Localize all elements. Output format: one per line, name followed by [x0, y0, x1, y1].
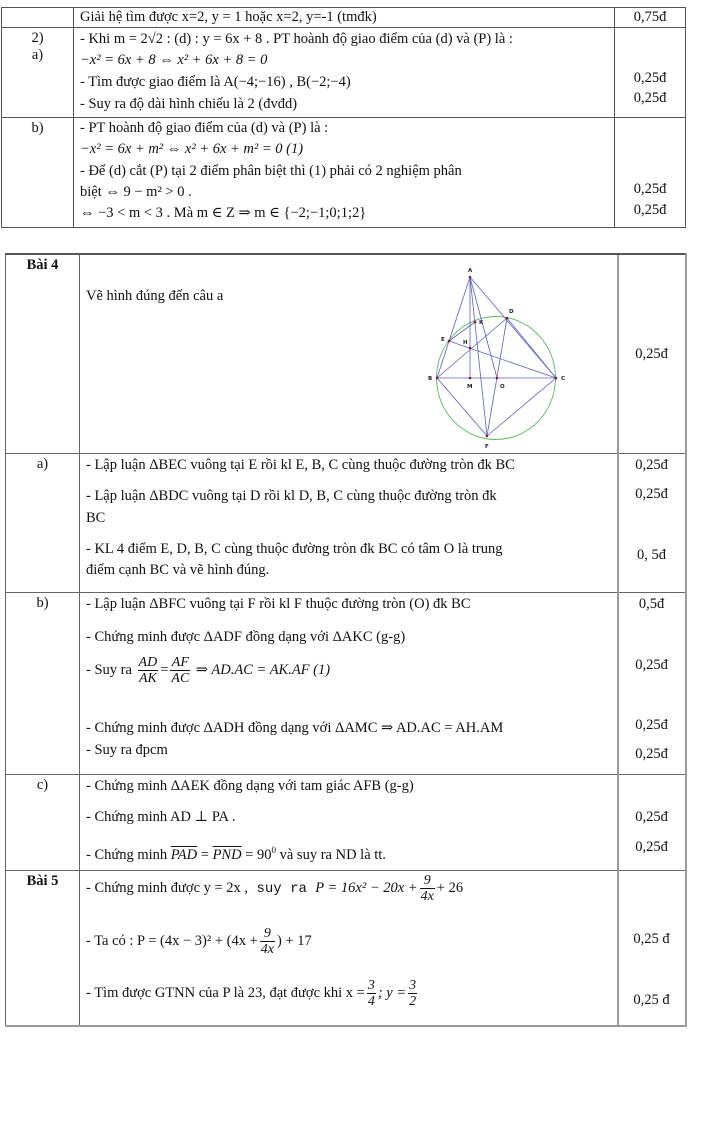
points-value: 0,25đ [633, 90, 667, 106]
row-label-line: a) [31, 47, 44, 63]
points-value: 0,25đ [633, 202, 667, 218]
text: - Chứng minh được y = 2x , [86, 879, 249, 896]
solution-line: - Lập luận ΔBDC vuông tại D rồi kl D, B, C cùng thuộc đường tròn đk [86, 487, 497, 504]
solution-line: - Tìm được giao điểm là A(−4;−16) , B(−2;−4) [80, 74, 351, 90]
problem-label: Bài 4 [6, 254, 80, 453]
text: + 26 [436, 879, 464, 896]
point-label-c: C [561, 376, 566, 382]
solution-line: - Suy ra $\frac{AD}{AK}$ = $\frac{AF}{AC}$ ⇒ AD.AC = AK.AF (1) [86, 654, 331, 686]
row-label: a) [6, 453, 80, 592]
denominator: 4x [420, 888, 434, 904]
denominator: 2 [409, 993, 417, 1009]
solution-line: - PT hoành độ giao điểm của (d) và (P) là : [80, 120, 329, 136]
points-value: 0,25đ [635, 716, 668, 733]
segment-dc [507, 318, 556, 378]
row-label: b) [2, 118, 74, 228]
row-label: b) [6, 592, 80, 774]
points-value: 0,75đ [633, 9, 667, 25]
equation: ⇒ AD.AC = AK.AF (1) [195, 661, 331, 678]
point-e [448, 340, 451, 343]
segment-bd [437, 318, 507, 378]
numerator: 9 [420, 873, 435, 889]
points-value: 0,25đ [633, 70, 667, 86]
solution-line: - Khi m = 2√2 : (d) : y = 6x + 8 . PT hoành độ giao điểm của (d) và (P) là : [80, 31, 513, 47]
points-value: 0,25đ [635, 456, 668, 473]
points-value: 0,25đ [635, 838, 668, 855]
numerator: AF [171, 654, 189, 670]
solution-line: - Chứng minh AD ⊥ PA . [86, 808, 236, 825]
solution-line: - Chứng minh được ΔADH đồng dạng với ΔAMC ⇒ AD.AC = AH.AM [86, 719, 504, 736]
denominator: AC [171, 670, 190, 686]
point-b [436, 377, 439, 380]
points-value: 0,25đ [635, 656, 668, 673]
point-label-a: A [468, 268, 473, 274]
points-value: 0,5đ [638, 595, 665, 612]
solution-line: - Chứng minh $\overline{PAD} = \overline{PND} = 90^0$ và suy ra ND là tt. [86, 844, 386, 863]
solution-line: - Lập luận ΔBFC vuông tại F rồi kl F thuộc đường tròn (O) đk BC [86, 595, 471, 612]
segment-af [470, 277, 487, 436]
segment-ab [437, 277, 470, 378]
numerator: 9 [260, 926, 275, 942]
denominator: AK [138, 670, 157, 686]
solution-line: - Lập luận ΔBEC vuông tại E rồi kl E, B, C cùng thuộc đường tròn đk BC [86, 456, 515, 473]
point-m [469, 377, 472, 380]
solution-line: BC [86, 509, 106, 526]
denominator: 4x [260, 941, 274, 957]
point-label-h: H [463, 340, 468, 346]
solution-line: - Suy ra độ dài hình chiếu là 2 (đvđd) [80, 96, 298, 112]
numerator: AD [138, 654, 158, 670]
point-label-e: E [441, 337, 445, 343]
equation: −x² = 6x + 8 ⇔ x² + 6x + 8 = 0 [80, 52, 268, 68]
point-k [474, 321, 477, 324]
segment-ek [449, 322, 475, 341]
points-value: 0,25đ [633, 181, 667, 197]
point-h [469, 347, 472, 350]
solution-line: - Chứng minh được ΔADF đồng dạng với ΔAKC (g-g) [86, 628, 406, 645]
solution-line: biệt ⇔ 9 − m² > 0 . [80, 184, 192, 200]
point-a [469, 276, 472, 279]
point-label-f: F [485, 444, 489, 450]
equals-90: = 90 [241, 846, 272, 863]
solution-line: Vẽ hình đúng đến câu a [86, 288, 224, 304]
text: - Chứng minh [86, 846, 168, 863]
solution-line: - KL 4 điểm E, D, B, C cùng thuộc đường tròn đk BC có tâm O là trung [86, 540, 503, 557]
solution-line: - Suy ra đpcm [86, 741, 168, 758]
angle-pnd: $\overline{PND}$ [212, 846, 242, 863]
point-d [506, 317, 509, 320]
text: và suy ra ND là tt. [276, 846, 386, 863]
point-label-o: O [500, 384, 505, 390]
numerator: 3 [409, 977, 417, 993]
solution-line: điểm cạnh BC và vẽ hình đúng. [86, 561, 270, 578]
solution-line: - Để (d) cắt (P) tại 2 điểm phân biệt thì (1) phải có 2 nghiệm phân [80, 163, 462, 179]
solution-line: ⇔ −3 < m < 3 . Mà m ∈ Z ⇒ m ∈ {−2;−1;0;1;2} [80, 205, 367, 221]
points-value: 0, 5đ [637, 546, 666, 563]
segment-bf [437, 378, 487, 436]
row-label-line: 2) [31, 30, 44, 46]
equation: P = 16x² − 20x + [315, 879, 418, 896]
points-value: 0,25đ [635, 346, 668, 362]
points-value: 0,25đ [635, 745, 668, 762]
segment-fc [487, 378, 556, 436]
points-value: 0,25đ [635, 808, 668, 825]
solution-line: - Chứng minh ΔAEK đồng dạng với tam giác AFB (g-g) [86, 777, 414, 794]
points-value: 0,25 đ [633, 991, 670, 1008]
text: ; y = [377, 984, 407, 1001]
text-mono: suy ra [248, 880, 316, 897]
equation: −x² = 6x + m² ⇔ x² + 6x + m² = 0 (1) [80, 141, 304, 157]
point-label-k: K [479, 320, 484, 326]
point-label-d: D [509, 309, 514, 315]
denominator: 4 [367, 993, 375, 1009]
row-label: c) [6, 774, 80, 870]
angle-pad: $\overline{PAD}$ [170, 846, 198, 863]
point-o [496, 377, 499, 380]
numerator: 3 [367, 977, 375, 993]
text: ) + 17 [276, 932, 312, 949]
text: - Tìm được GTNN của P là 23, đạt được khi x = [86, 984, 365, 1001]
point-label-m: M [467, 384, 473, 390]
point-f [486, 435, 489, 438]
point-label-b: B [428, 376, 433, 382]
solution-line: Giải hệ tìm được x=2, y = 1 hoặc x=2, y=-1 (tmđk) [80, 9, 377, 25]
text: - Ta có : P = (4x − 3)² + (4x + [86, 932, 258, 949]
segment-ao [470, 277, 497, 378]
point-c [555, 377, 558, 380]
degree-superscript: 0 [271, 844, 276, 855]
points-value: 0,25 đ [633, 930, 670, 947]
problem-label: Bài 5 [6, 870, 80, 1026]
points-value: 0,25đ [635, 485, 668, 502]
text: - Suy ra [86, 661, 132, 678]
